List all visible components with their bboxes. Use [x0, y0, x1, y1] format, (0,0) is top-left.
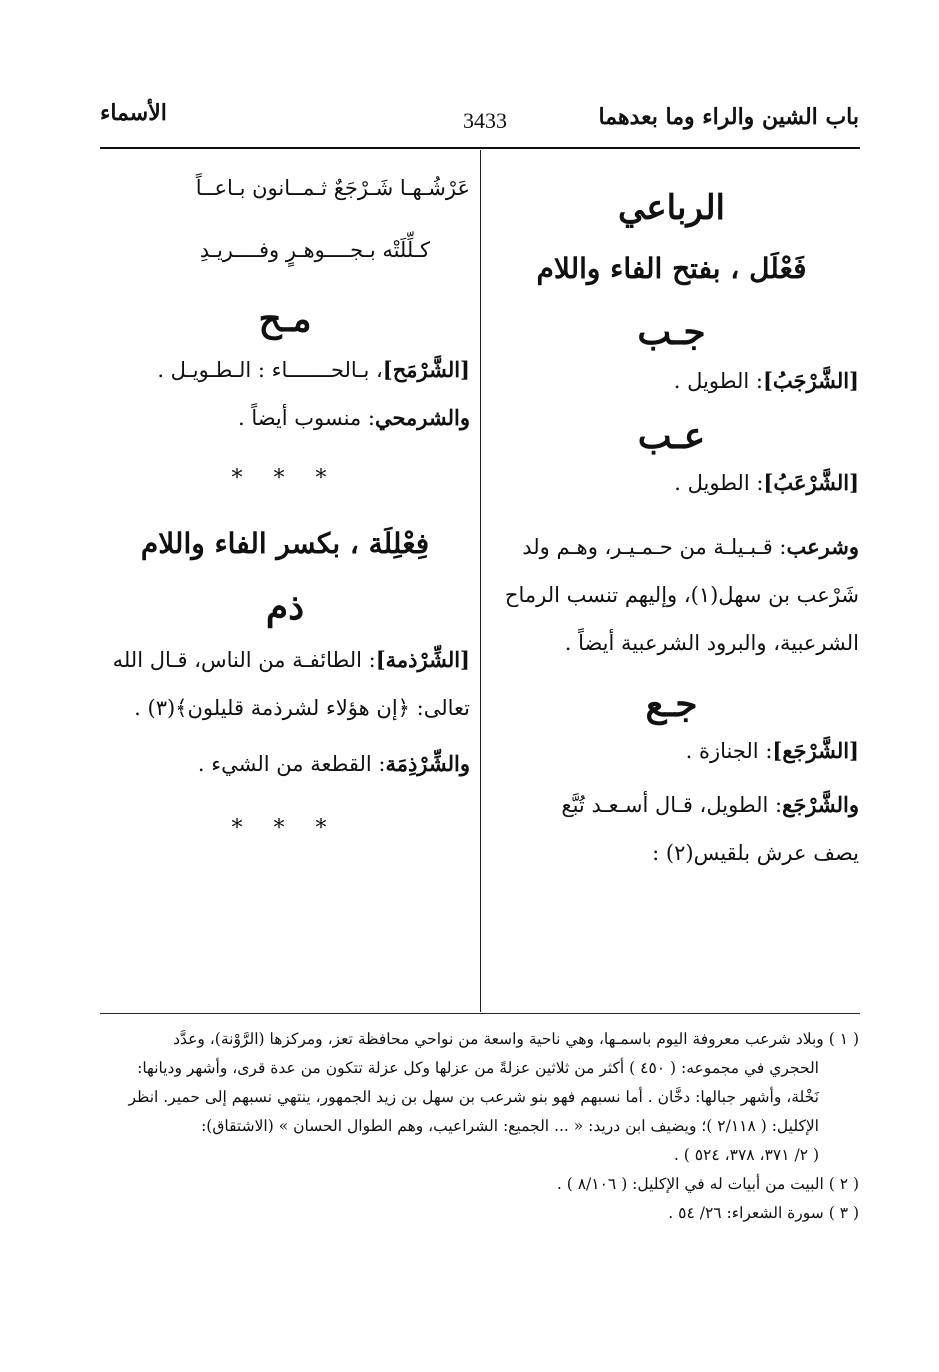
header-rule: [100, 147, 860, 149]
column-divider: [480, 150, 481, 1012]
footnote-3: ( ٣ ) سورة الشعراء: ٢٦/ ٥٤ .: [668, 1204, 859, 1222]
root-3b: عـب: [637, 415, 706, 457]
def-shirdhima-piece: : القطعة من الشيء .: [197, 752, 386, 776]
page-number: 3433: [463, 108, 507, 133]
heading-ruba3i: الرباعي: [617, 188, 725, 228]
footnote-rule: [100, 1013, 860, 1014]
footnotes: [89, 1025, 859, 1228]
entry-shar3ab-tribe: [484, 523, 859, 571]
verse-line-1: عَرْشُـهـا شَـرْجَعٌ ثـمــانون بـاعــاً: [195, 176, 470, 200]
root-dhm: ذم: [265, 586, 305, 628]
chapter-title: باب الشين والراء وما بعدهما: [598, 104, 859, 130]
term-shirdhima-piece: والشِّرْذِمَة: [385, 751, 470, 776]
entry-shirdhima: [100, 636, 470, 684]
footnote-1-line-2: الحجري في مجموعه: ( ٤٥٠ ) أكثر من ثلاثين عزلةً من عزلها وكل عزلة تتكون من عدة قرى، وأشهر وديانها:: [137, 1059, 819, 1077]
root-jb: جـب: [637, 311, 706, 353]
footnote-1-line-3: نَخْلة، وأشهر جبالها: دخَّان . أما نسبهم فهو بنو شرعب بن سهل بن زيد الجمهور، ينتهي نسبهم إلى حمير. انظر: [128, 1088, 819, 1106]
term-shar3ab-tribe: وشرعب: [786, 534, 859, 559]
left-column: [100, 160, 470, 841]
separator-stars-1: * * *: [231, 466, 339, 491]
def-sharmahi: : منسوب أيضاً .: [237, 406, 375, 430]
entry-sharmahi: [100, 394, 470, 442]
entry-sharja3: [484, 727, 859, 775]
entry-sharja3-tall: [484, 781, 859, 829]
def-shar3ab-line2: شَرْعب بن سهل(١)، وإليهم تنسب الرماح: [504, 583, 859, 607]
term-shirdhima: [الشِّرْذمة]: [375, 647, 470, 672]
verse-line-2: كـلِّلَتْه بـجــــوهـرٍ وفــــريـدِ: [199, 238, 430, 262]
def-shirdhima-line1: : الطائفـة من الناس، قـال الله: [112, 648, 376, 672]
term-sharmahi: والشرمحي: [374, 405, 470, 430]
root-j3: جـع: [645, 683, 698, 725]
entry-shar3ab: [484, 459, 859, 507]
separator-stars-2: * * *: [231, 816, 339, 841]
term-sharjab: [الشَّرْجَبُ]: [762, 368, 859, 393]
right-column: [484, 180, 859, 877]
entry-sharjab: [484, 357, 859, 405]
heading-fa3lal: فَعْلَل ، بفتح الفاء واللام: [536, 252, 807, 285]
def-shar3ab: : الطويل .: [674, 471, 764, 495]
heading-fi3lala: فِعْلِلَة ، بكسر الفاء واللام: [140, 527, 430, 560]
def-shirdhima-line2: تعالى: ﴿إن هؤلاء لشرذمة قليلون﴾(٣) .: [134, 696, 470, 720]
def-shar3ab-line1: : قـبـيلـة من حـمـيـر، وهـم ولد: [522, 535, 787, 559]
footnote-1-line-1: ( ١ ) وبلاد شرعب معروفة اليوم باسمـها، وهي ناحية واسعة من نواحي محافظة تعز، ومركزها (الرَّوْنة)، وعدَّد: [173, 1030, 859, 1048]
footnote-2: ( ٢ ) البيت من أبيات له في الإكليل: ( ٨/١٠٦ ) .: [556, 1175, 859, 1193]
def-sharja3-line1: : الطويل، قـال أسـعـد تُبَّع: [561, 793, 783, 817]
def-shar3ab-line3: الشرعبية، والبرود الشرعبية أيضاً .: [564, 631, 859, 655]
root-mh: مـح: [258, 298, 312, 340]
def-sharja3: : الجنازة .: [685, 739, 773, 763]
term-sharja3: [الشَّرْجَع]: [772, 738, 859, 763]
footnote-1-line-4: الإكليل: ( ٢/١١٨ )؛ ويضيف ابن دريد: « ... الجميع: الشراعيب، وهم الطوال الحسان » (الاشتقاق):: [201, 1117, 819, 1135]
def-sharmah: ، بـالحـــــــاء : الـطـويـل .: [157, 358, 383, 382]
def-sharja3-line2: يصف عرش بلقيس(٢) :: [652, 841, 859, 865]
term-sharja3-tall: والشَّرْجَع: [782, 792, 859, 817]
entry-shirdhima-piece: [100, 740, 470, 788]
section-title: الأسماء: [100, 100, 167, 126]
term-shar3ab: [الشَّرْعَبُ]: [763, 470, 859, 495]
term-sharmah: [الشَّرْمَح]: [382, 357, 470, 382]
entry-sharmah: [100, 346, 470, 394]
def-sharjab: : الطويل .: [673, 369, 763, 393]
footnote-1-line-5: ( ٢/ ٣٧١، ٣٧٨، ٥٢٤ ) .: [673, 1146, 819, 1164]
